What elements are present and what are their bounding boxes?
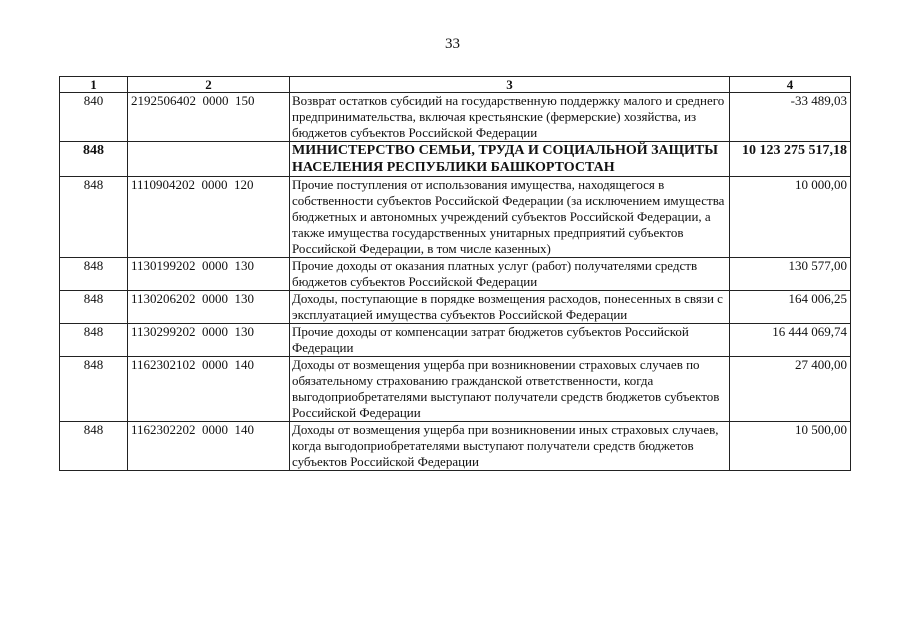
admin-code-cell: 848 (60, 357, 128, 422)
ministry-header-row (60, 142, 851, 177)
description-cell: Прочие доходы от оказания платных услуг (работ) получателями средств бюджетов субъектов Российской Федерации (290, 258, 730, 291)
budget-code-cell: 1162302202 0000 140 (128, 422, 290, 471)
admin-code-cell: 848 (60, 324, 128, 357)
table-row (60, 324, 851, 357)
admin-code-cell: 848 (60, 177, 128, 258)
budget-table (59, 76, 851, 471)
amount-cell: 130 577,00 (730, 258, 851, 291)
description-cell: Прочие поступления от использования имущества, находящегося в собственности субъектов Российской Федерации (за исключением имущества бюджетных и автономных учреждений субъектов Российской Федерации, а также имущества государственных унитарных предприятий субъектов Российской Федерации, в том числе казенных) (290, 177, 730, 258)
amount-cell: 164 006,25 (730, 291, 851, 324)
budget-code-cell: 1130299202 0000 130 (128, 324, 290, 357)
amount-cell: -33 489,03 (730, 93, 851, 142)
amount-cell: 10 000,00 (730, 177, 851, 258)
header-row (60, 77, 851, 93)
admin-code-cell: 848 (60, 258, 128, 291)
description-cell: Доходы от возмещения ущерба при возникновении иных страховых случаев, когда выгодоприобретателями выступают получатели средств бюджетов субъектов Российской Федерации (290, 422, 730, 471)
table-row (60, 258, 851, 291)
admin-code-cell: 848 (60, 142, 128, 177)
budget-code-cell: 1130206202 0000 130 (128, 291, 290, 324)
description-cell: Доходы, поступающие в порядке возмещения расходов, понесенных в связи с эксплуатацией имущества субъектов Российской Федерации (290, 291, 730, 324)
amount-cell: 10 123 275 517,18 (730, 142, 851, 177)
column-header-2: 2 (128, 77, 290, 93)
budget-code-cell: 1162302102 0000 140 (128, 357, 290, 422)
description-cell: Доходы от возмещения ущерба при возникновении страховых случаев по обязательному страхованию гражданской ответственности, когда выгодоприобретателями выступают получатели средств бюджетов субъектов Российской Федерации (290, 357, 730, 422)
column-header-4: 4 (730, 77, 851, 93)
table-row (60, 291, 851, 324)
table-row (60, 357, 851, 422)
description-cell: Прочие доходы от компенсации затрат бюджетов субъектов Российской Федерации (290, 324, 730, 357)
table-row (60, 177, 851, 258)
table-row (60, 422, 851, 471)
description-cell: МИНИСТЕРСТВО СЕМЬИ, ТРУДА И СОЦИАЛЬНОЙ ЗАЩИТЫ НАСЕЛЕНИЯ РЕСПУБЛИКИ БАШКОРТОСТАН (290, 142, 730, 177)
column-header-1: 1 (60, 77, 128, 93)
budget-code-cell: 2192506402 0000 150 (128, 93, 290, 142)
budget-code-cell (128, 142, 290, 177)
amount-cell: 16 444 069,74 (730, 324, 851, 357)
admin-code-cell: 848 (60, 422, 128, 471)
budget-code-cell: 1130199202 0000 130 (128, 258, 290, 291)
description-cell: Возврат остатков субсидий на государственную поддержку малого и среднего предпринимательства, включая крестьянские (фермерские) хозяйства, из бюджетов субъектов Российской Федерации (290, 93, 730, 142)
amount-cell: 10 500,00 (730, 422, 851, 471)
table-row (60, 93, 851, 142)
admin-code-cell: 840 (60, 93, 128, 142)
page-number: 33 (445, 36, 460, 52)
column-header-3: 3 (290, 77, 730, 93)
amount-cell: 27 400,00 (730, 357, 851, 422)
admin-code-cell: 848 (60, 291, 128, 324)
budget-code-cell: 1110904202 0000 120 (128, 177, 290, 258)
